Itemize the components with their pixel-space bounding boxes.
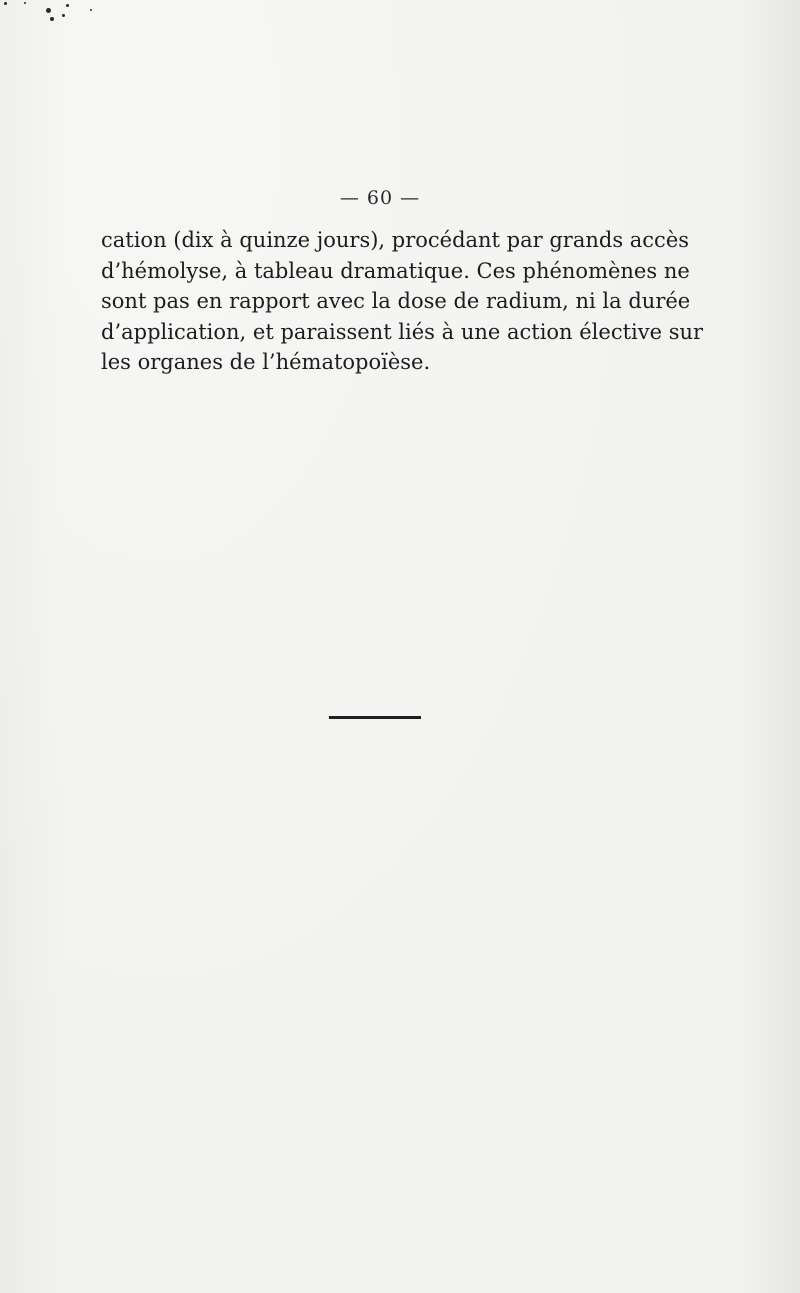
body-paragraph: [101, 225, 704, 378]
ink-speck: [24, 2, 26, 4]
text-line: cation (dix à quinze jours), procédant par grands accès: [101, 228, 690, 252]
ink-speck: [90, 9, 92, 11]
ink-speck: [4, 2, 7, 5]
text-line: d’hémolyse, à tableau dramatique. Ces phénomènes ne: [101, 258, 690, 283]
text-line: sont pas en rapport avec la dose de radium, ni la durée: [101, 289, 691, 313]
ink-speck: [62, 14, 65, 17]
ink-speck: [66, 4, 69, 7]
end-rule: [329, 716, 421, 719]
text-line: les organes de l’hématopoïèse.: [101, 350, 431, 374]
print-specks: [0, 0, 120, 40]
ink-speck: [46, 8, 51, 13]
ink-speck: [50, 17, 54, 21]
text-line: d’application, et paraissent liés à une action élective sur: [101, 319, 704, 344]
page-number: — 60 —: [339, 187, 421, 209]
